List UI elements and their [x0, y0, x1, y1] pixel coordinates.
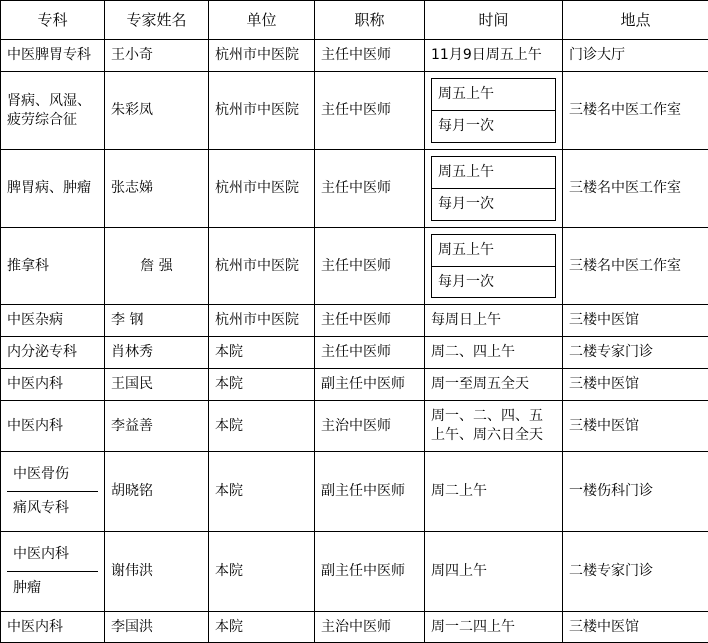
cell-unit: 杭州市中医院 [209, 149, 315, 227]
cell-time-group [425, 149, 563, 227]
cell-time: 周二上午 [425, 451, 563, 531]
cell-location: 三楼名中医工作室 [563, 227, 708, 305]
cell-time: 每周日上午 [425, 305, 563, 337]
cell-specialty: 推拿科 [1, 227, 105, 305]
cell-title: 副主任中医师 [315, 531, 425, 611]
cell-time: 周一至周五全天 [425, 369, 563, 401]
cell-specialty: 肾病、风湿、疲劳综合征 [1, 72, 105, 150]
cell-time: 周二、四上午 [425, 337, 563, 369]
cell-title: 主任中医师 [315, 40, 425, 72]
cell-specialty-group [1, 531, 105, 611]
cell-title: 副主任中医师 [315, 369, 425, 401]
cell-expert-name: 胡晓铭 [105, 451, 209, 531]
table-row [1, 227, 708, 305]
cell-location: 门诊大厅 [563, 40, 708, 72]
cell-specialty-line: 中医骨伤 [7, 458, 98, 492]
cell-expert-name: 朱彩凤 [105, 72, 209, 150]
cell-location: 二楼专家门诊 [563, 531, 708, 611]
cell-unit: 本院 [209, 611, 315, 643]
cell-location: 三楼名中医工作室 [563, 149, 708, 227]
cell-time [425, 401, 563, 452]
cell-title: 主任中医师 [315, 337, 425, 369]
cell-specialty: 中医内科 [1, 369, 105, 401]
cell-location: 一楼伤科门诊 [563, 451, 708, 531]
table-row [1, 337, 708, 369]
column-header-title: 职称 [315, 1, 425, 40]
cell-unit: 本院 [209, 451, 315, 531]
cell-time: 周一二四上午 [425, 611, 563, 643]
cell-time-line: 每月一次 [432, 111, 556, 143]
cell-location: 三楼中医馆 [563, 369, 708, 401]
cell-time-line: 周五上午 [432, 156, 556, 188]
cell-time: 11月9日周五上午 [425, 40, 563, 72]
cell-specialty-line: 肿瘤 [7, 572, 98, 605]
cell-time-line: 周五上午 [432, 79, 556, 111]
cell-time-line: 每月一次 [432, 188, 556, 220]
table-row [1, 149, 708, 227]
column-header-specialty: 专科 [1, 1, 105, 40]
table-row [1, 451, 708, 531]
cell-expert-name: 李益善 [105, 401, 209, 452]
table-header-row [1, 1, 708, 40]
cell-time-group [425, 227, 563, 305]
cell-expert-name: 肖林秀 [105, 337, 209, 369]
table-row [1, 305, 708, 337]
column-header-location: 地点 [563, 1, 708, 40]
cell-time-line: 周五上午 [432, 234, 556, 266]
cell-unit: 本院 [209, 337, 315, 369]
cell-specialty-group [1, 451, 105, 531]
table-row [1, 72, 708, 150]
cell-specialty: 内分泌专科 [1, 337, 105, 369]
cell-specialty: 中医杂病 [1, 305, 105, 337]
cell-time-line: 上午、周六日全天 [431, 426, 556, 445]
cell-unit: 本院 [209, 401, 315, 452]
cell-expert-name: 谢伟洪 [105, 531, 209, 611]
cell-time-line: 每月一次 [432, 266, 556, 298]
table-row [1, 401, 708, 452]
cell-title: 主任中医师 [315, 149, 425, 227]
cell-time-group [425, 72, 563, 150]
cell-expert-name: 詹 强 [105, 227, 209, 305]
cell-expert-name: 王国民 [105, 369, 209, 401]
cell-location: 三楼中医馆 [563, 611, 708, 643]
column-header-time: 时间 [425, 1, 563, 40]
cell-specialty: 中医内科 [1, 401, 105, 452]
cell-unit: 本院 [209, 531, 315, 611]
table-row [1, 611, 708, 643]
column-header-expert-name: 专家姓名 [105, 1, 209, 40]
cell-specialty: 脾胃病、肿瘤 [1, 149, 105, 227]
cell-unit: 杭州市中医院 [209, 72, 315, 150]
table-row [1, 40, 708, 72]
cell-time-line: 周一、二、四、五 [431, 407, 556, 426]
cell-specialty-line: 中医内科 [7, 538, 98, 572]
cell-location: 三楼名中医工作室 [563, 72, 708, 150]
table-row [1, 531, 708, 611]
cell-expert-name: 李国洪 [105, 611, 209, 643]
cell-unit: 杭州市中医院 [209, 305, 315, 337]
cell-title: 副主任中医师 [315, 451, 425, 531]
cell-specialty-line: 痛风专科 [7, 492, 98, 525]
cell-time: 周四上午 [425, 531, 563, 611]
cell-location: 二楼专家门诊 [563, 337, 708, 369]
cell-title: 主治中医师 [315, 611, 425, 643]
cell-title: 主任中医师 [315, 72, 425, 150]
cell-expert-name: 李 钢 [105, 305, 209, 337]
cell-expert-name: 王小奇 [105, 40, 209, 72]
cell-unit: 杭州市中医院 [209, 227, 315, 305]
column-header-unit: 单位 [209, 1, 315, 40]
table-row [1, 369, 708, 401]
cell-location: 三楼中医馆 [563, 401, 708, 452]
cell-unit: 杭州市中医院 [209, 40, 315, 72]
cell-location: 三楼中医馆 [563, 305, 708, 337]
cell-expert-name: 张志娣 [105, 149, 209, 227]
cell-specialty: 中医内科 [1, 611, 105, 643]
cell-unit: 本院 [209, 369, 315, 401]
cell-title: 主任中医师 [315, 305, 425, 337]
cell-specialty: 中医脾胃专科 [1, 40, 105, 72]
cell-title: 主治中医师 [315, 401, 425, 452]
cell-title: 主任中医师 [315, 227, 425, 305]
